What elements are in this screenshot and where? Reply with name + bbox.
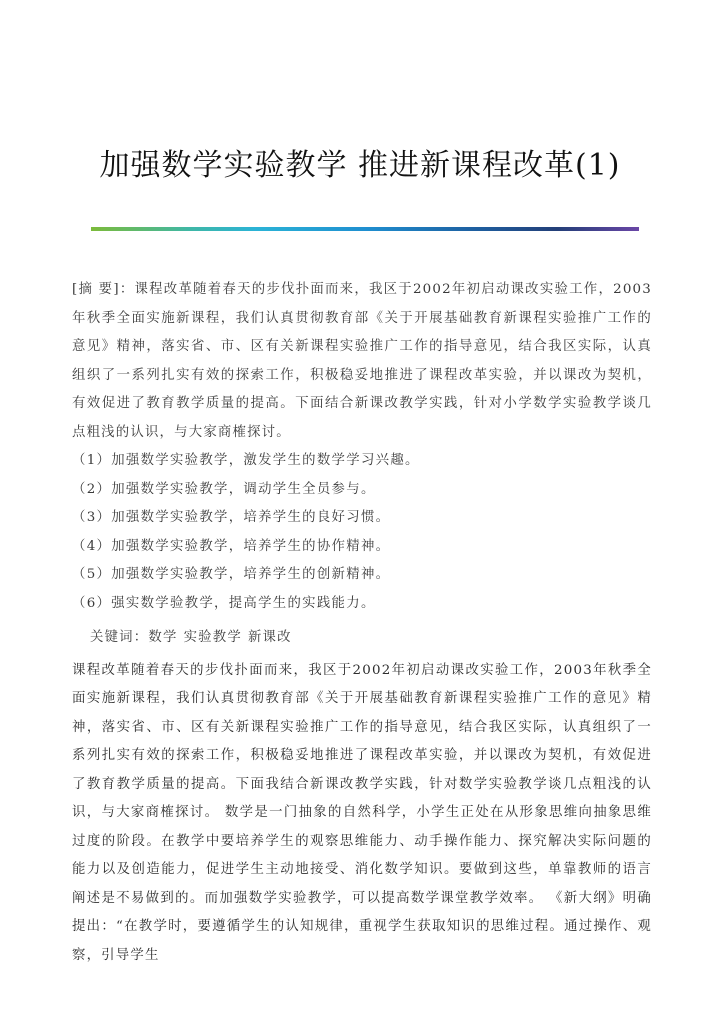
key-points-list xyxy=(72,447,652,618)
abstract-paragraph xyxy=(72,276,652,447)
title-divider xyxy=(91,227,639,231)
document-content xyxy=(72,276,652,970)
keywords-label: 关键词： xyxy=(90,630,149,645)
keyword: 数学 xyxy=(148,630,178,645)
key-point-item: （2）加强数学实验教学，调动学生全员参与。 xyxy=(72,481,376,497)
key-point-item: （4）加强数学实验教学，培养学生的协作精神。 xyxy=(72,538,391,554)
key-point-item: （6）强实数学验教学，提高学生的实践能力。 xyxy=(72,595,376,611)
keyword: 新课改 xyxy=(247,630,292,645)
keywords-line xyxy=(90,624,652,653)
body-paragraph: 课程改革随着春天的步伐扑面而来，我区于2002年初启动课改实验工作，2003年秋季全面实施新课程，我们认真贯彻教育部《关于开展基础教育新课程实验推广工作的意见》精神，落实省、市、区有关新课程实验推广工作的指导意见，结合我区实际，认真组织了一系列扎实有效的探索工作，积极稳妥地推进了课程改革实验，并以课改为契机，有效促进了教育教学质量的提高。下面我结合新课改教学实践，针对数学实验教学谈几点粗浅的认识，与大家商榷探讨。 数学是一门抽象的自然科学，小学生正处在从形象思维向抽象思维过度的阶段。在教学中要培养学生的观察思维能力、动手操作能力、探究解决实际问题的能力以及创造能力，促进学生主动地接受、消化数学知识。要做到这些，单靠教师的语言阐述是不易做到的。而加强数学实验教学，可以提高数学课堂教学效率。 《新大纲》明确提出：“在教学时，要遵循学生的认知规律，重视学生获取知识的思维过程。通过操作、观察，引导学生 xyxy=(72,662,652,963)
page-title: 加强数学实验教学 推进新课程改革(1) xyxy=(99,148,621,183)
key-point-item: （5）加强数学实验教学，培养学生的创新精神。 xyxy=(72,567,391,582)
key-point-item: （3）加强数学实验教学，培养学生的良好习惯。 xyxy=(72,510,391,525)
abstract-label: [摘 要]： xyxy=(72,282,135,297)
abstract-text: 课程改革随着春天的步伐扑面而来，我区于2002年初启动课改实验工作，2003年秋季全面实施新课程，我们认真贯彻教育部《关于开展基础教育新课程实验推广工作的意见》精神，落实省、市、区有关新课程实验推广工作的指导意见，结合我区实际，认真组织了一系列扎实有效的探索工作，积极稳妥地推进了课程改革实验，并以课改为契机，有效促进了教育教学质量的提高。下面结合新课改教学实践，针对小学数学实验教学谈几点粗浅的认识，与大家商榷探讨。 xyxy=(72,282,652,440)
key-point-item: （1）加强数学实验教学，激发学生的数学学习兴趣。 xyxy=(72,453,420,468)
keyword: 实验教学 xyxy=(183,630,242,645)
